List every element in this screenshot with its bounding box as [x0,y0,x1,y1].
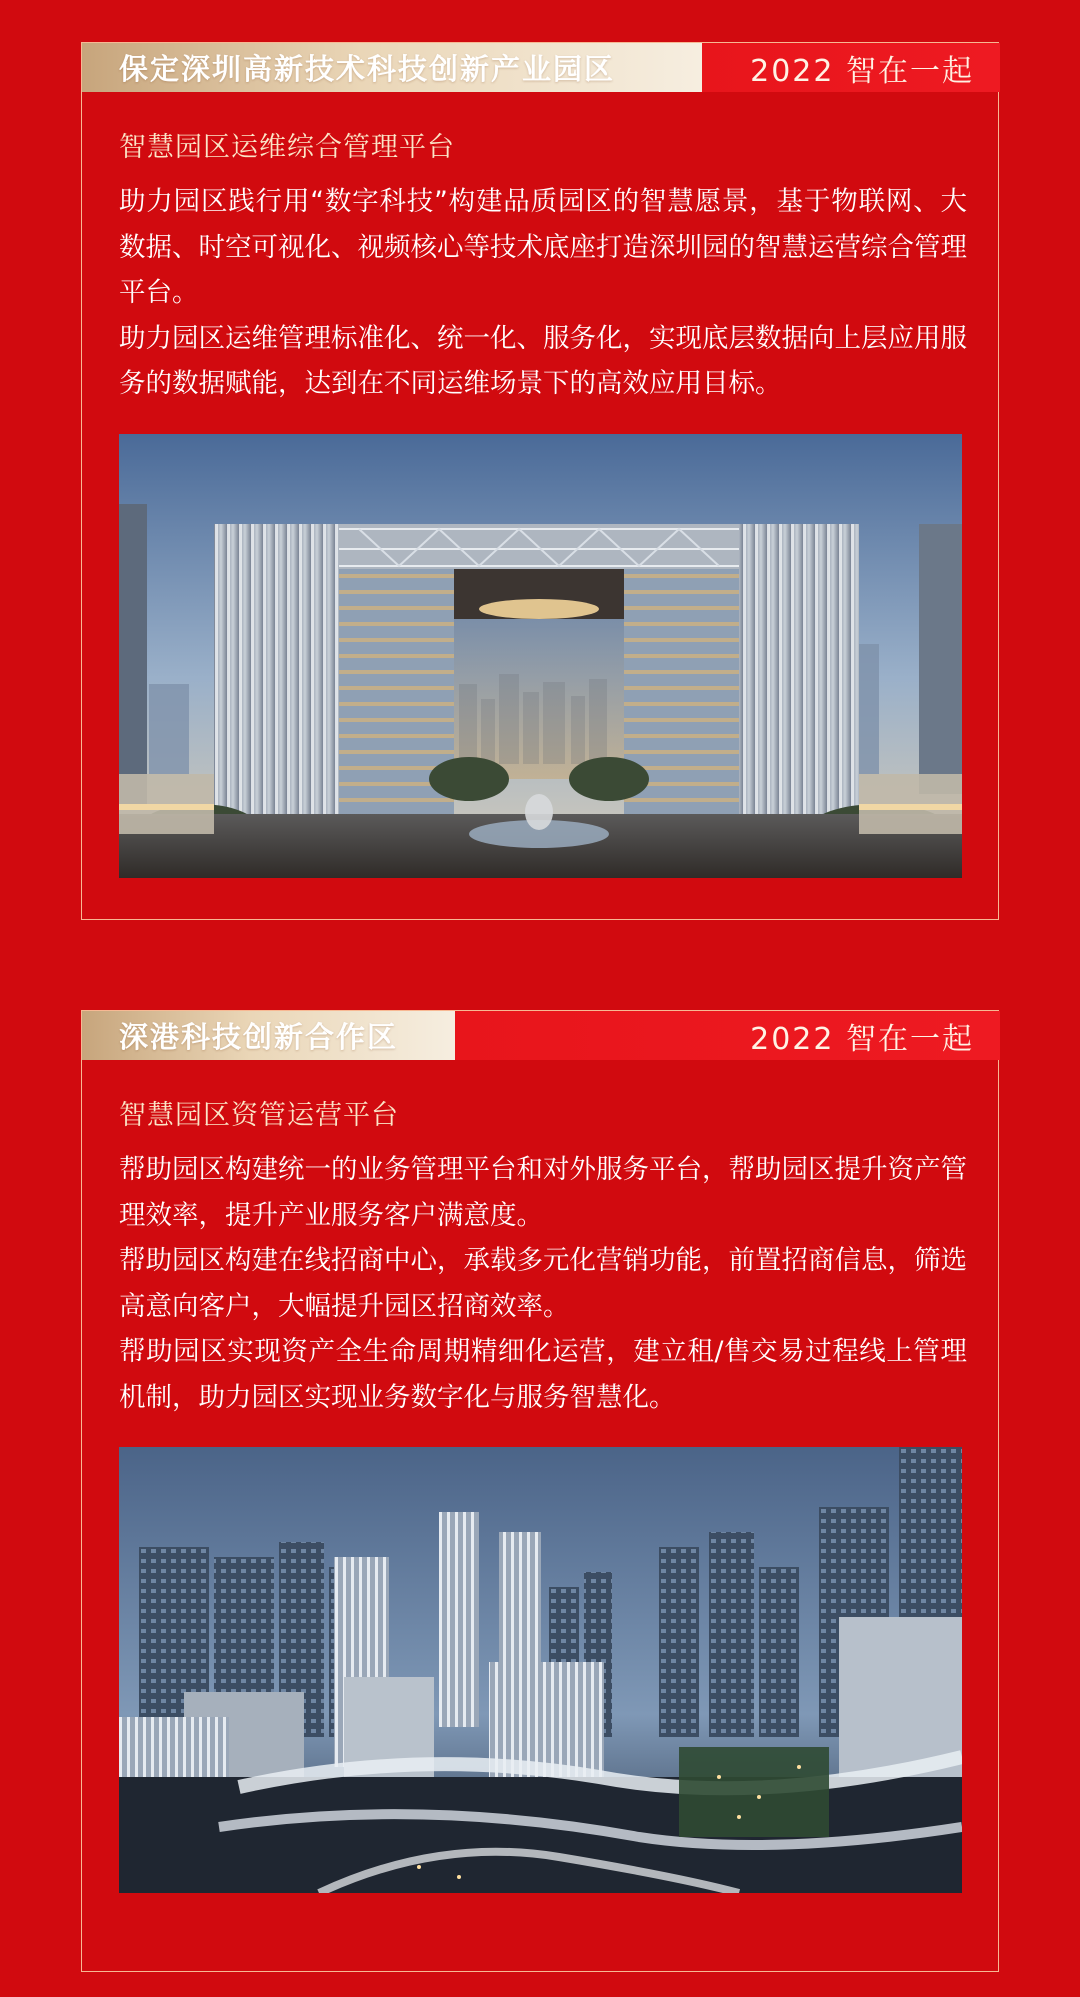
description-paragraph: 助力园区运维管理标准化、统一化、服务化，实现底层数据向上层应用服务的数据赋能，达到在不同运维场景下的高效应用目标。 [119,322,967,399]
header-tag-bar [455,1011,1000,1060]
header-title: 深港科技创新合作区 [119,1020,399,1054]
description-paragraph: 帮助园区实现资产全生命周期精细化运营，建立租/售交易过程线上管理机制，助力园区实现业务数字化与服务智慧化。 [119,1336,967,1413]
description-paragraph: 帮助园区构建统一的业务管理平台和对外服务平台，帮助园区提升资产管理效率，提升产业服务客户满意度。 [119,1154,967,1231]
gate-building-illustration [119,434,962,878]
header-title-ribbon [82,1011,455,1060]
section-header [82,43,1000,92]
section-header [82,1011,1000,1060]
night-district-illustration [119,1447,962,1893]
platform-subtitle: 智慧园区资管运营平台 [119,1100,399,1131]
header-title-ribbon [82,43,702,92]
park-card-shenzhen-hongkong [81,1010,999,1972]
park-card-baoding [81,42,999,920]
description [119,179,967,407]
header-tag-bar [702,43,1000,92]
description-paragraph: 助力园区践行用“数字科技”构建品质园区的智慧愿景，基于物联网、大数据、时空可视化、视频核心等技术底座打造深圳园的智慧运营综合管理平台。 [119,186,967,308]
header-title: 保定深圳高新技术科技创新产业园区 [119,52,616,86]
platform-subtitle: 智慧园区运维综合管理平台 [119,132,455,163]
description-paragraph: 帮助园区构建在线招商中心，承载多元化营销功能，前置招商信息，筛选高意向客户，大幅提升园区招商效率。 [119,1245,967,1322]
district-photo [119,1447,962,1893]
header-tag: 2022 智在一起 [750,53,974,89]
building-photo [119,434,962,878]
header-tag: 2022 智在一起 [750,1021,974,1057]
description [119,1147,967,1420]
